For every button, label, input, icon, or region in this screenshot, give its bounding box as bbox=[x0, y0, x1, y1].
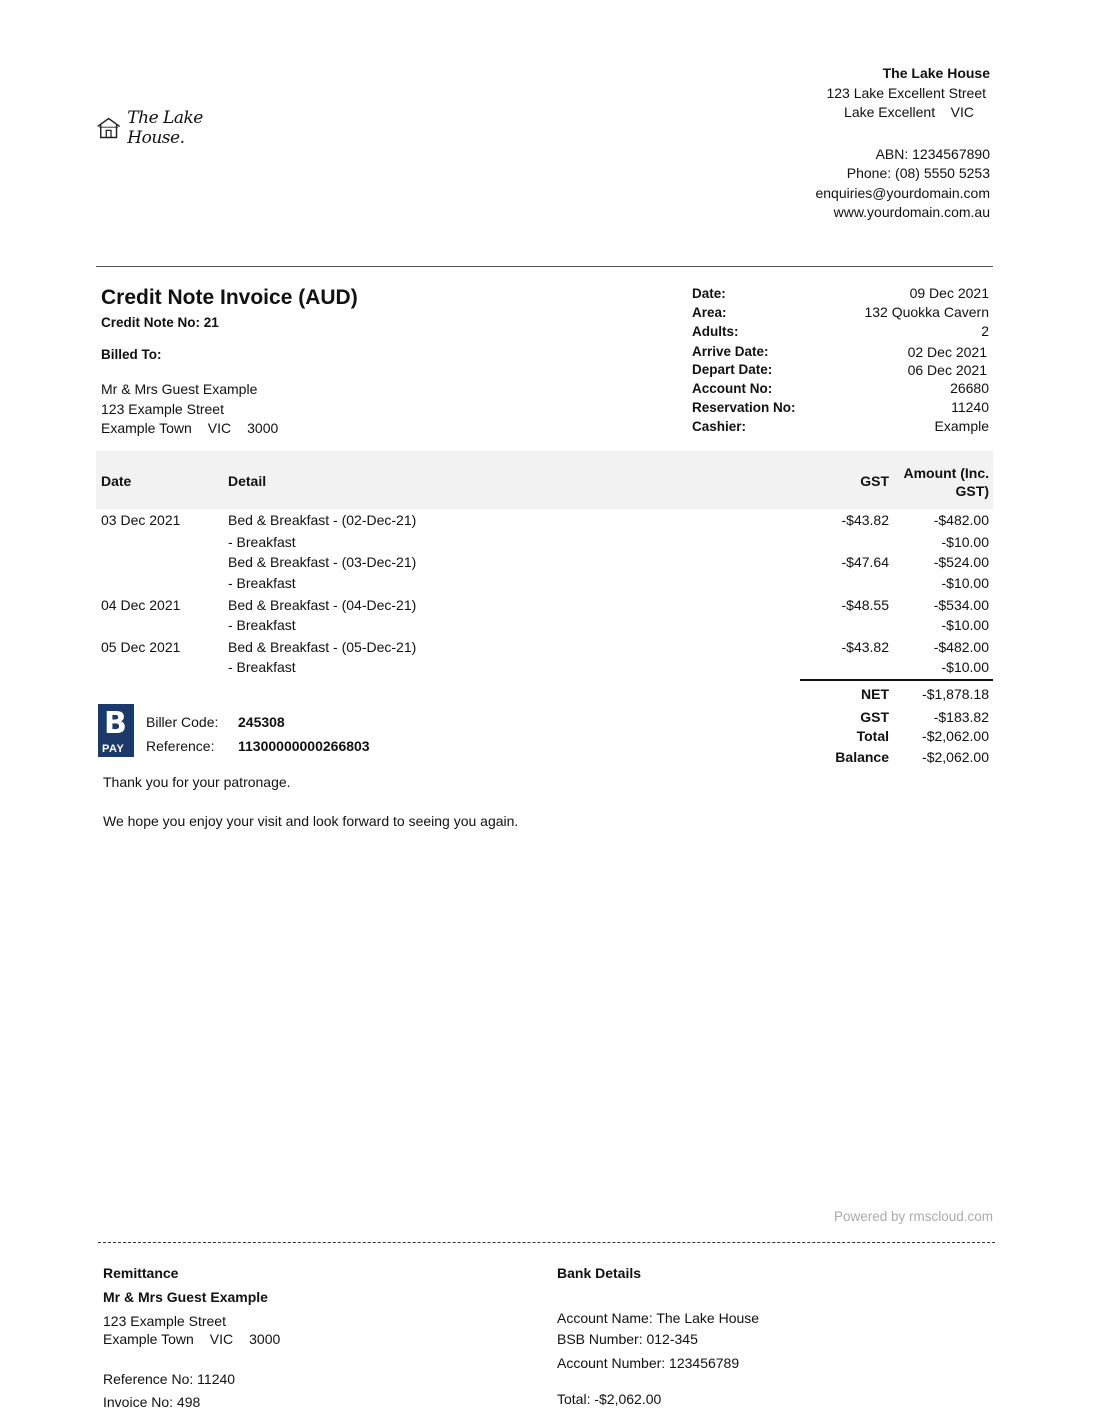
billed-town: Example Town bbox=[101, 420, 192, 436]
row-detail: - Breakfast bbox=[228, 534, 296, 550]
remittance-town-row bbox=[103, 1331, 280, 1347]
remittance-heading: Remittance bbox=[103, 1265, 179, 1281]
row-detail: - Breakfast bbox=[228, 617, 296, 633]
row-gst: -$43.82 bbox=[841, 639, 889, 655]
meta-value: 02 Dec 2021 bbox=[907, 343, 987, 360]
column-header-amount-line2: GST) bbox=[955, 483, 989, 499]
billed-town-row bbox=[101, 419, 278, 439]
meta-value: 11240 bbox=[951, 398, 989, 415]
bank-total: Total: -$2,062.00 bbox=[557, 1391, 662, 1407]
closing-message: We hope you enjoy your visit and look forward to seeing you again. bbox=[103, 813, 519, 829]
row-date: 05 Dec 2021 bbox=[101, 639, 181, 655]
column-header-date: Date bbox=[101, 473, 132, 489]
meta-value: Example bbox=[934, 418, 989, 435]
remittance-invoice-no: Invoice No: 498 bbox=[103, 1394, 201, 1410]
table-row bbox=[96, 597, 993, 617]
meta-row bbox=[692, 379, 989, 398]
company-suburb: Lake Excellent bbox=[844, 104, 936, 120]
table-row bbox=[96, 575, 993, 595]
total-label: GST bbox=[860, 709, 889, 725]
row-amount: -$10.00 bbox=[941, 534, 989, 550]
table-header bbox=[96, 451, 993, 509]
billed-name: Mr & Mrs Guest Example bbox=[101, 381, 258, 397]
company-street: 123 Lake Excellent Street bbox=[826, 84, 986, 101]
meta-value: 26680 bbox=[950, 379, 989, 396]
remittance-name: Mr & Mrs Guest Example bbox=[103, 1289, 268, 1305]
meta-label: Cashier: bbox=[692, 419, 747, 435]
row-amount: -$482.00 bbox=[933, 512, 989, 528]
meta-label: Area: bbox=[692, 305, 727, 321]
total-row-net bbox=[800, 686, 993, 706]
meta-row bbox=[692, 343, 989, 361]
row-amount: -$534.00 bbox=[933, 597, 989, 613]
totals-divider bbox=[800, 679, 993, 681]
meta-row bbox=[692, 323, 989, 340]
reference-row bbox=[146, 734, 370, 758]
remittance-reference: Reference No: 11240 bbox=[103, 1371, 236, 1387]
row-detail: Bed & Breakfast - (04-Dec-21) bbox=[228, 597, 417, 613]
thank-you-message: Thank you for your patronage. bbox=[103, 774, 291, 790]
row-gst: -$47.64 bbox=[841, 554, 889, 570]
table-row bbox=[96, 512, 993, 532]
biller-code-row bbox=[146, 710, 370, 734]
meta-row bbox=[692, 398, 989, 417]
row-amount: -$10.00 bbox=[941, 575, 989, 591]
meta-row bbox=[692, 284, 989, 303]
house-icon bbox=[96, 113, 121, 143]
company-website[interactable]: www.yourdomain.com.au bbox=[833, 204, 990, 220]
company-logo bbox=[96, 110, 236, 146]
row-detail: Bed & Breakfast - (03-Dec-21) bbox=[228, 554, 417, 570]
total-row-balance bbox=[800, 749, 993, 769]
company-state: VIC bbox=[950, 104, 974, 120]
row-detail: - Breakfast bbox=[228, 659, 296, 675]
table-row bbox=[96, 554, 993, 574]
column-header-detail: Detail bbox=[228, 473, 267, 489]
company-suburb-row bbox=[730, 103, 990, 123]
row-date: 03 Dec 2021 bbox=[101, 512, 181, 528]
row-amount: -$10.00 bbox=[941, 659, 989, 675]
remittance-cut-line bbox=[98, 1242, 995, 1243]
remittance-postcode: 3000 bbox=[249, 1331, 281, 1347]
table-row bbox=[96, 617, 993, 637]
reference-label: Reference: bbox=[146, 738, 215, 754]
company-details bbox=[730, 64, 990, 223]
meta-label: Depart Date: bbox=[692, 361, 773, 377]
bank-details-heading: Bank Details bbox=[557, 1265, 642, 1281]
bank-account-name: Account Name: The Lake House bbox=[557, 1310, 760, 1326]
logo-wordmark: The Lake House. bbox=[127, 108, 203, 148]
row-detail: Bed & Breakfast - (05-Dec-21) bbox=[228, 639, 417, 655]
table-row bbox=[96, 534, 993, 554]
company-name: The Lake House bbox=[882, 65, 990, 81]
billed-postcode: 3000 bbox=[247, 420, 279, 436]
billed-street: 123 Example Street bbox=[101, 400, 224, 417]
column-header-gst: GST bbox=[860, 473, 889, 489]
company-abn: ABN: 1234567890 bbox=[875, 145, 990, 162]
bank-account-number: Account Number: 123456789 bbox=[557, 1355, 740, 1371]
credit-note-number: Credit Note No: 21 bbox=[101, 315, 219, 330]
total-value: -$2,062.00 bbox=[922, 749, 989, 765]
column-header-amount-line1: Amount (Inc. bbox=[903, 465, 989, 481]
column-header-amount bbox=[903, 464, 989, 500]
bpay-details bbox=[146, 710, 370, 758]
total-label: NET bbox=[861, 686, 889, 702]
remittance-town: Example Town bbox=[103, 1331, 194, 1347]
table-row bbox=[96, 639, 993, 659]
meta-value: 132 Quokka Cavern bbox=[864, 304, 989, 321]
row-amount: -$10.00 bbox=[941, 617, 989, 633]
billed-to-label: Billed To: bbox=[101, 347, 162, 362]
row-detail: - Breakfast bbox=[228, 575, 296, 591]
powered-by-link[interactable]: Powered by rmscloud.com bbox=[833, 1209, 993, 1224]
meta-label: Account No: bbox=[692, 380, 773, 396]
total-value: -$2,062.00 bbox=[922, 728, 989, 744]
table-row bbox=[96, 659, 993, 679]
biller-code-value: 245308 bbox=[238, 714, 285, 730]
total-label: Total bbox=[856, 728, 889, 744]
row-gst: -$43.82 bbox=[841, 512, 889, 528]
total-row-gst bbox=[800, 709, 993, 729]
invoice-title: Credit Note Invoice (AUD) bbox=[101, 286, 358, 309]
billed-state: VIC bbox=[207, 420, 232, 436]
total-value: -$1,878.18 bbox=[922, 686, 989, 702]
row-detail: Bed & Breakfast - (02-Dec-21) bbox=[228, 512, 417, 528]
bpay-logo-letter: B bbox=[104, 706, 127, 741]
meta-label: Arrive Date: bbox=[692, 343, 769, 359]
total-row-total bbox=[800, 728, 993, 748]
row-amount: -$482.00 bbox=[933, 639, 989, 655]
reference-value: 11300000000266803 bbox=[238, 738, 370, 754]
meta-row bbox=[692, 303, 989, 322]
bank-bsb: BSB Number: 012-345 bbox=[557, 1331, 698, 1347]
company-email[interactable]: enquiries@yourdomain.com bbox=[815, 184, 990, 201]
remittance-street: 123 Example Street bbox=[103, 1313, 226, 1329]
company-phone: Phone: (08) 5550 5253 bbox=[846, 165, 990, 181]
remittance-state: VIC bbox=[209, 1331, 234, 1347]
meta-row bbox=[692, 361, 989, 379]
header-divider bbox=[96, 266, 993, 267]
biller-code-label: Biller Code: bbox=[146, 714, 219, 730]
meta-value: 2 bbox=[981, 322, 989, 339]
row-date: 04 Dec 2021 bbox=[101, 597, 181, 613]
bpay-logo-pay: PAY bbox=[102, 743, 125, 755]
total-label: Balance bbox=[835, 749, 889, 765]
meta-label: Reservation No: bbox=[692, 399, 796, 415]
row-amount: -$524.00 bbox=[933, 554, 989, 570]
billed-to-address bbox=[101, 380, 278, 439]
meta-label: Date: bbox=[692, 286, 726, 301]
meta-value: 06 Dec 2021 bbox=[907, 361, 987, 378]
meta-row bbox=[692, 417, 989, 436]
meta-value: 09 Dec 2021 bbox=[909, 285, 989, 301]
total-value: -$183.82 bbox=[933, 709, 989, 725]
bpay-logo bbox=[98, 704, 134, 757]
invoice-meta bbox=[692, 284, 989, 436]
row-gst: -$48.55 bbox=[841, 597, 889, 613]
meta-label: Adults: bbox=[692, 323, 739, 339]
